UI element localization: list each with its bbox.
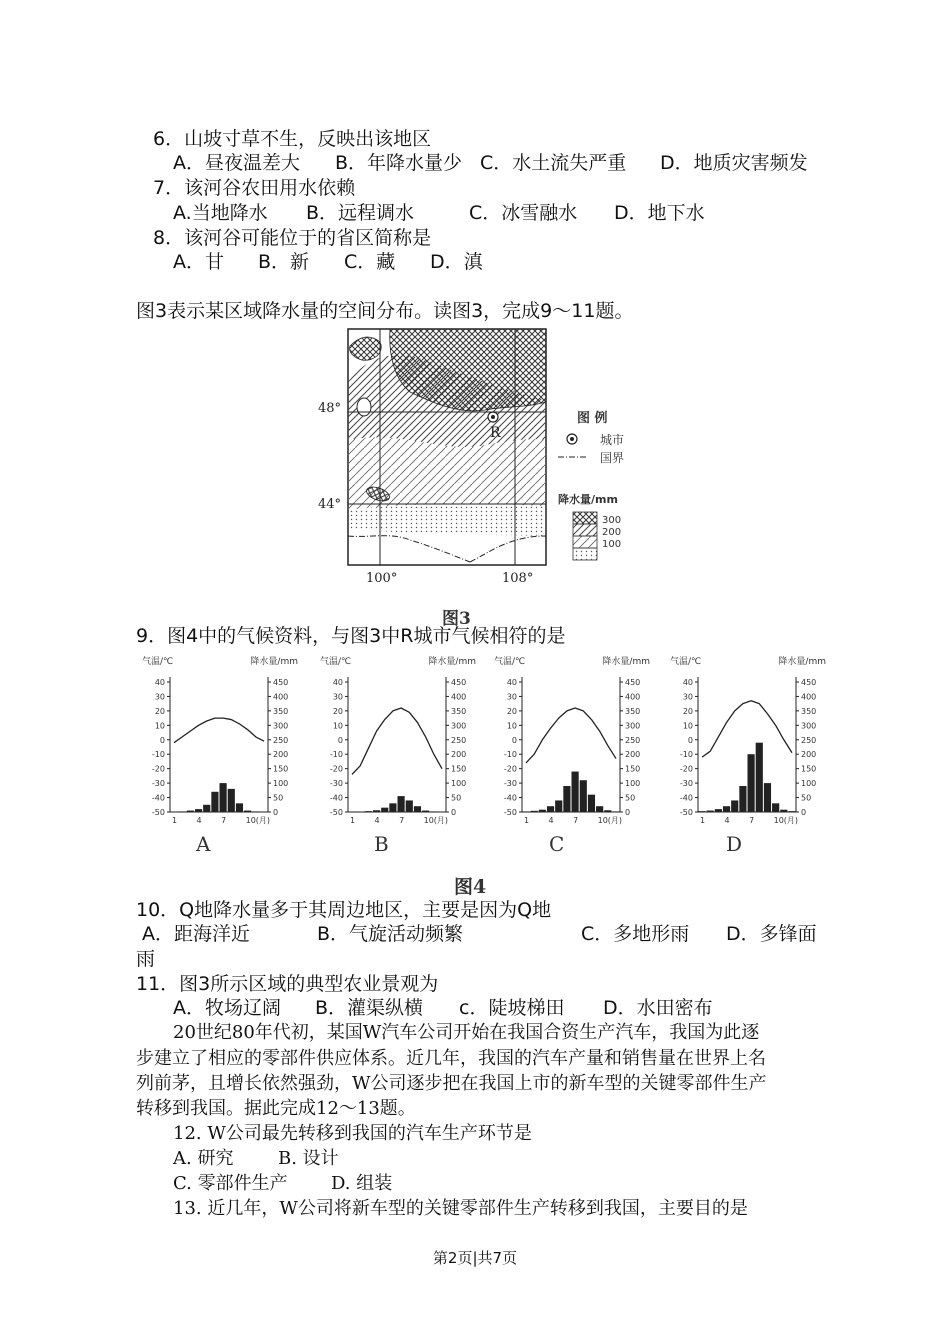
precip-axis-title: 降水量/mm xyxy=(778,657,826,667)
q10-option-d: D．多锋面 xyxy=(726,923,817,945)
month-tick-label: 1 xyxy=(350,816,356,825)
precip-bar xyxy=(236,803,243,812)
precip-bar xyxy=(788,811,795,812)
temp-tick-label: -20 xyxy=(151,764,165,774)
q11-option-a: A．牧场辽阔 xyxy=(173,997,281,1019)
precip-tick-label: 250 xyxy=(625,735,641,745)
climate-chart-d xyxy=(668,652,828,827)
q6-option-b: B．年降水量少 xyxy=(335,152,463,174)
precip-bar xyxy=(373,810,380,812)
q6-options xyxy=(173,151,808,175)
q8-option-d: D．滇 xyxy=(430,251,483,273)
precip-bar xyxy=(764,783,771,812)
precip-bar xyxy=(244,811,251,812)
legend-precip-title: 降水量/mm xyxy=(558,493,618,506)
precip-bar xyxy=(531,811,538,812)
month-tick-label: 7 xyxy=(573,816,579,825)
temp-tick-label: -50 xyxy=(151,808,165,817)
q6-option-a: A．昼夜温差大 xyxy=(173,152,300,174)
month-tick-label: 10(月) xyxy=(773,816,799,825)
temp-tick-label: 40 xyxy=(154,678,165,687)
precip-tick-label: 450 xyxy=(273,678,289,687)
precip-tick-label: 0 xyxy=(801,808,807,817)
precip-bar xyxy=(723,806,730,812)
precip-axis-title: 降水量/mm xyxy=(428,657,476,667)
temp-tick-label: -10 xyxy=(679,750,693,760)
precip-bar xyxy=(748,754,755,812)
month-tick-label: 10(月) xyxy=(423,816,449,825)
climate-chart-a xyxy=(140,652,300,827)
month-tick-label: 1 xyxy=(524,816,530,825)
precip-bar xyxy=(715,809,722,812)
q10-stem: 10．Q地降水量多于其周边地区，主要是因为Q地 xyxy=(136,899,552,921)
precip-bar xyxy=(739,786,746,812)
q10-option-c: C．多地形雨 xyxy=(581,923,690,945)
precip-tick-label: 350 xyxy=(625,706,641,716)
temperature-line xyxy=(352,708,442,774)
precip-tick-label: 100 xyxy=(273,779,289,789)
precip-bar xyxy=(195,809,202,812)
precip-bar xyxy=(612,811,619,812)
precip-bar xyxy=(596,806,603,812)
month-tick-label: 7 xyxy=(749,816,755,825)
precip-tick-label: 50 xyxy=(625,793,636,803)
precip-bar xyxy=(563,786,570,812)
q6-option-c: C．水土流失严重 xyxy=(480,152,627,174)
lat-48-label: 48° xyxy=(318,401,342,416)
fig4-caption: 图4 xyxy=(454,876,487,898)
month-tick-label: 4 xyxy=(724,816,730,825)
q7-option-d: D．地下水 xyxy=(614,202,705,224)
precip-bar xyxy=(580,780,587,812)
passage-line-2: 步建立了相应的零部件供应体系。近几年，我国的汽车产量和销售量在世界上名 xyxy=(136,1048,766,1069)
precip-bar xyxy=(406,800,413,812)
precip-tick-label: 300 xyxy=(451,721,467,731)
chart-label-b: B xyxy=(374,832,389,856)
precip-tick-label: 100 xyxy=(801,779,817,789)
temp-tick-label: -20 xyxy=(503,764,517,774)
chart-label-c: C xyxy=(549,832,565,856)
month-tick-label: 1 xyxy=(700,816,706,825)
precip-tick-label: 0 xyxy=(273,808,279,817)
legend-border-label: 国界 xyxy=(600,451,625,465)
precip-bar xyxy=(547,806,554,812)
temp-tick-label: 40 xyxy=(682,678,693,687)
temperature-line xyxy=(526,708,616,763)
legend-value-200: 200 xyxy=(602,527,622,538)
fig3-caption: 图3 xyxy=(442,609,471,629)
precip-tick-label: 250 xyxy=(273,735,289,745)
precip-bar xyxy=(203,805,210,812)
precip-tick-label: 50 xyxy=(273,793,284,803)
precip-tick-label: 100 xyxy=(625,779,641,789)
climate-chart-c xyxy=(492,652,652,827)
temp-tick-label: 20 xyxy=(154,706,165,716)
q12-option-c: C. 零部件生产 xyxy=(173,1173,288,1194)
precip-tick-label: 400 xyxy=(801,692,817,702)
month-tick-label: 7 xyxy=(221,816,227,825)
legend-value-300: 300 xyxy=(602,515,622,526)
chart-label-a: A xyxy=(196,832,211,856)
precip-bar xyxy=(588,795,595,812)
month-tick-label: 4 xyxy=(548,816,554,825)
temp-tick-label: 30 xyxy=(506,692,517,702)
q8-option-a: A．甘 xyxy=(173,251,224,273)
month-tick-label: 10(月) xyxy=(245,816,271,825)
passage-line-3: 列前茅，且增长依然强劲，W公司逐步把在我国上市的新车型的关键零部件生产 xyxy=(136,1073,767,1094)
precip-tick-label: 0 xyxy=(625,808,631,817)
q12-option-b: B. 设计 xyxy=(278,1148,339,1169)
q10-option-wrap: 雨 xyxy=(136,948,156,970)
precip-bar xyxy=(398,796,405,812)
precip-tick-label: 150 xyxy=(451,764,467,774)
precip-tick-label: 450 xyxy=(451,678,467,687)
q12-stem: 12. W公司最先转移到我国的汽车生产环节是 xyxy=(173,1123,532,1144)
lon-108-label: 108° xyxy=(502,571,534,586)
temp-tick-label: 20 xyxy=(682,706,693,716)
q12-option-a: A. 研究 xyxy=(173,1148,234,1169)
precip-tick-label: 0 xyxy=(451,808,457,817)
precip-bar xyxy=(179,811,186,812)
precip-tick-label: 450 xyxy=(801,678,817,687)
precip-tick-label: 50 xyxy=(451,793,462,803)
temp-tick-label: -10 xyxy=(503,750,517,760)
temp-tick-label: 30 xyxy=(682,692,693,702)
precip-bar xyxy=(422,811,429,812)
temp-tick-label: -40 xyxy=(679,793,693,803)
q9-stem: 9．图4中的气候资料，与图3中R城市气候相符的是 xyxy=(136,625,566,647)
precip-tick-label: 200 xyxy=(273,750,289,760)
temp-tick-label: 0 xyxy=(159,735,165,745)
precip-tick-label: 200 xyxy=(451,750,467,760)
precip-tick-label: 450 xyxy=(625,678,641,687)
precip-bar xyxy=(707,811,714,812)
q8-option-c: C．藏 xyxy=(344,251,396,273)
precip-tick-label: 350 xyxy=(801,706,817,716)
temp-tick-label: -40 xyxy=(151,793,165,803)
precip-tick-label: 350 xyxy=(451,706,467,716)
q6-stem: 6．山坡寸草不生，反映出该地区 xyxy=(153,128,432,150)
precip-bar xyxy=(389,803,396,812)
q6-option-d: D．地质灾害频发 xyxy=(660,152,808,174)
q7-option-b: B．远程调水 xyxy=(306,202,415,224)
precip-axis-title: 降水量/mm xyxy=(602,657,650,667)
precip-bar xyxy=(604,810,611,812)
map-legend xyxy=(558,410,624,560)
precip-bar xyxy=(414,806,421,812)
legend-value-100: 100 xyxy=(602,539,622,550)
precip-tick-label: 350 xyxy=(273,706,289,716)
month-tick-label: 10(月) xyxy=(597,816,623,825)
q7-option-a: A.当地降水 xyxy=(173,202,268,224)
q12-options-row2 xyxy=(173,1172,392,1196)
precip-tick-label: 100 xyxy=(451,779,467,789)
q12-options-row1 xyxy=(173,1147,339,1171)
precip-tick-label: 250 xyxy=(801,735,817,745)
q13-stem: 13. 近几年，W公司将新车型的关键零部件生产转移到我国，主要目的是 xyxy=(173,1198,748,1219)
temp-tick-label: -30 xyxy=(151,779,165,789)
temp-tick-label: -20 xyxy=(329,764,343,774)
precip-tick-label: 250 xyxy=(451,735,467,745)
temp-tick-label: 10 xyxy=(682,721,693,731)
temp-tick-label: -40 xyxy=(503,793,517,803)
precip-tick-label: 150 xyxy=(625,764,641,774)
temp-tick-label: 0 xyxy=(511,735,517,745)
temp-tick-label: 30 xyxy=(154,692,165,702)
q7-option-c: C．冰雪融水 xyxy=(469,202,578,224)
precip-bar xyxy=(539,810,546,812)
temp-tick-label: 40 xyxy=(332,678,343,687)
month-tick-label: 7 xyxy=(399,816,405,825)
q11-option-b: B．灌渠纵横 xyxy=(315,997,424,1019)
map-frame xyxy=(348,329,546,565)
precip-tick-label: 300 xyxy=(625,721,641,731)
temp-tick-label: 10 xyxy=(506,721,517,731)
precip-tick-label: 150 xyxy=(801,764,817,774)
lon-100-label: 100° xyxy=(366,571,398,586)
precip-bar xyxy=(772,803,779,812)
month-tick-label: 1 xyxy=(172,816,178,825)
q7-options xyxy=(173,201,705,225)
climate-chart-b xyxy=(318,652,478,827)
temp-tick-label: -30 xyxy=(679,779,693,789)
temperature-line xyxy=(702,701,792,757)
temp-axis-title: 气温/℃ xyxy=(494,657,526,667)
precip-tick-label: 150 xyxy=(273,764,289,774)
temp-tick-label: -50 xyxy=(503,808,517,817)
precip-tick-label: 400 xyxy=(273,692,289,702)
q10-options xyxy=(142,922,817,946)
temp-tick-label: 40 xyxy=(506,678,517,687)
temp-tick-label: 10 xyxy=(332,721,343,731)
lake xyxy=(357,398,371,416)
precip-bar xyxy=(211,792,218,812)
lat-44-label: 44° xyxy=(318,497,342,512)
precip-bar xyxy=(252,811,259,812)
q8-stem: 8．该河谷可能位于的省区简称是 xyxy=(153,227,432,249)
temp-tick-label: 0 xyxy=(687,735,693,745)
temp-tick-label: -20 xyxy=(679,764,693,774)
precip-bar xyxy=(555,800,562,812)
q7-stem: 7．该河谷农田用水依赖 xyxy=(153,177,356,199)
precip-bar xyxy=(780,810,787,812)
temp-tick-label: -50 xyxy=(329,808,343,817)
month-tick-label: 4 xyxy=(196,816,202,825)
temp-tick-label: 30 xyxy=(332,692,343,702)
precip-bar xyxy=(756,743,763,812)
q8-options xyxy=(173,250,483,274)
legend-title: 图 例 xyxy=(577,411,608,426)
passage-line-1: 20世纪80年代初，某国W汽车公司开始在我国合资生产汽车，我国为此逐 xyxy=(173,1022,760,1043)
temp-tick-label: 20 xyxy=(332,706,343,716)
q10-option-b: B．气旋活动频繁 xyxy=(317,923,464,945)
q11-option-c: c．陡坡梯田 xyxy=(459,997,565,1019)
precip-bar xyxy=(572,772,579,812)
precip-bar xyxy=(381,808,388,812)
temp-axis-title: 气温/℃ xyxy=(320,657,352,667)
city-r-label: R xyxy=(490,425,501,441)
passage-line-4: 转移到我国。据此完成12～13题。 xyxy=(136,1098,416,1119)
precip-tick-label: 300 xyxy=(801,721,817,731)
precip-tick-label: 300 xyxy=(273,721,289,731)
precip-bar xyxy=(731,800,738,812)
precip-tick-label: 200 xyxy=(801,750,817,760)
precip-tick-label: 50 xyxy=(801,793,812,803)
q11-options xyxy=(173,996,713,1020)
month-tick-label: 4 xyxy=(374,816,380,825)
precip-bar xyxy=(187,811,194,812)
temp-tick-label: 0 xyxy=(337,735,343,745)
precip-tick-label: 400 xyxy=(625,692,641,702)
precip-bar xyxy=(220,783,227,812)
precip-tick-label: 200 xyxy=(625,750,641,760)
page-footer: 第2页|共7页 xyxy=(432,1249,518,1267)
temp-axis-title: 气温/℃ xyxy=(670,657,702,667)
temp-tick-label: 20 xyxy=(506,706,517,716)
temp-axis-title: 气温/℃ xyxy=(142,657,174,667)
q10-option-a: A．距海洋近 xyxy=(142,923,250,945)
fig3-intro: 图3表示某区域降水量的空间分布。读图3，完成9～11题。 xyxy=(136,300,634,322)
climate-charts xyxy=(140,652,826,832)
temp-tick-label: -50 xyxy=(679,808,693,817)
precip-bar xyxy=(430,811,437,812)
temp-tick-label: -10 xyxy=(151,750,165,760)
temp-tick-label: -30 xyxy=(329,779,343,789)
temperature-line xyxy=(174,718,264,743)
temp-tick-label: -30 xyxy=(503,779,517,789)
precip-bar xyxy=(698,811,705,812)
temp-tick-label: -10 xyxy=(329,750,343,760)
precip-tick-label: 400 xyxy=(451,692,467,702)
precip-bar xyxy=(522,811,529,812)
q8-option-b: B．新 xyxy=(258,251,310,273)
precip-bar xyxy=(365,811,372,812)
chart-label-d: D xyxy=(726,832,743,856)
precip-axis-title: 降水量/mm xyxy=(250,657,298,667)
q11-option-d: D．水田密布 xyxy=(603,997,713,1019)
q12-option-d: D. 组装 xyxy=(331,1173,393,1194)
precipitation-map xyxy=(310,322,655,592)
temp-tick-label: 10 xyxy=(154,721,165,731)
legend-city-label: 城市 xyxy=(600,433,625,447)
q11-stem: 11．图3所示区域的典型农业景观为 xyxy=(136,973,439,995)
precip-bar xyxy=(228,789,235,812)
temp-tick-label: -40 xyxy=(329,793,343,803)
